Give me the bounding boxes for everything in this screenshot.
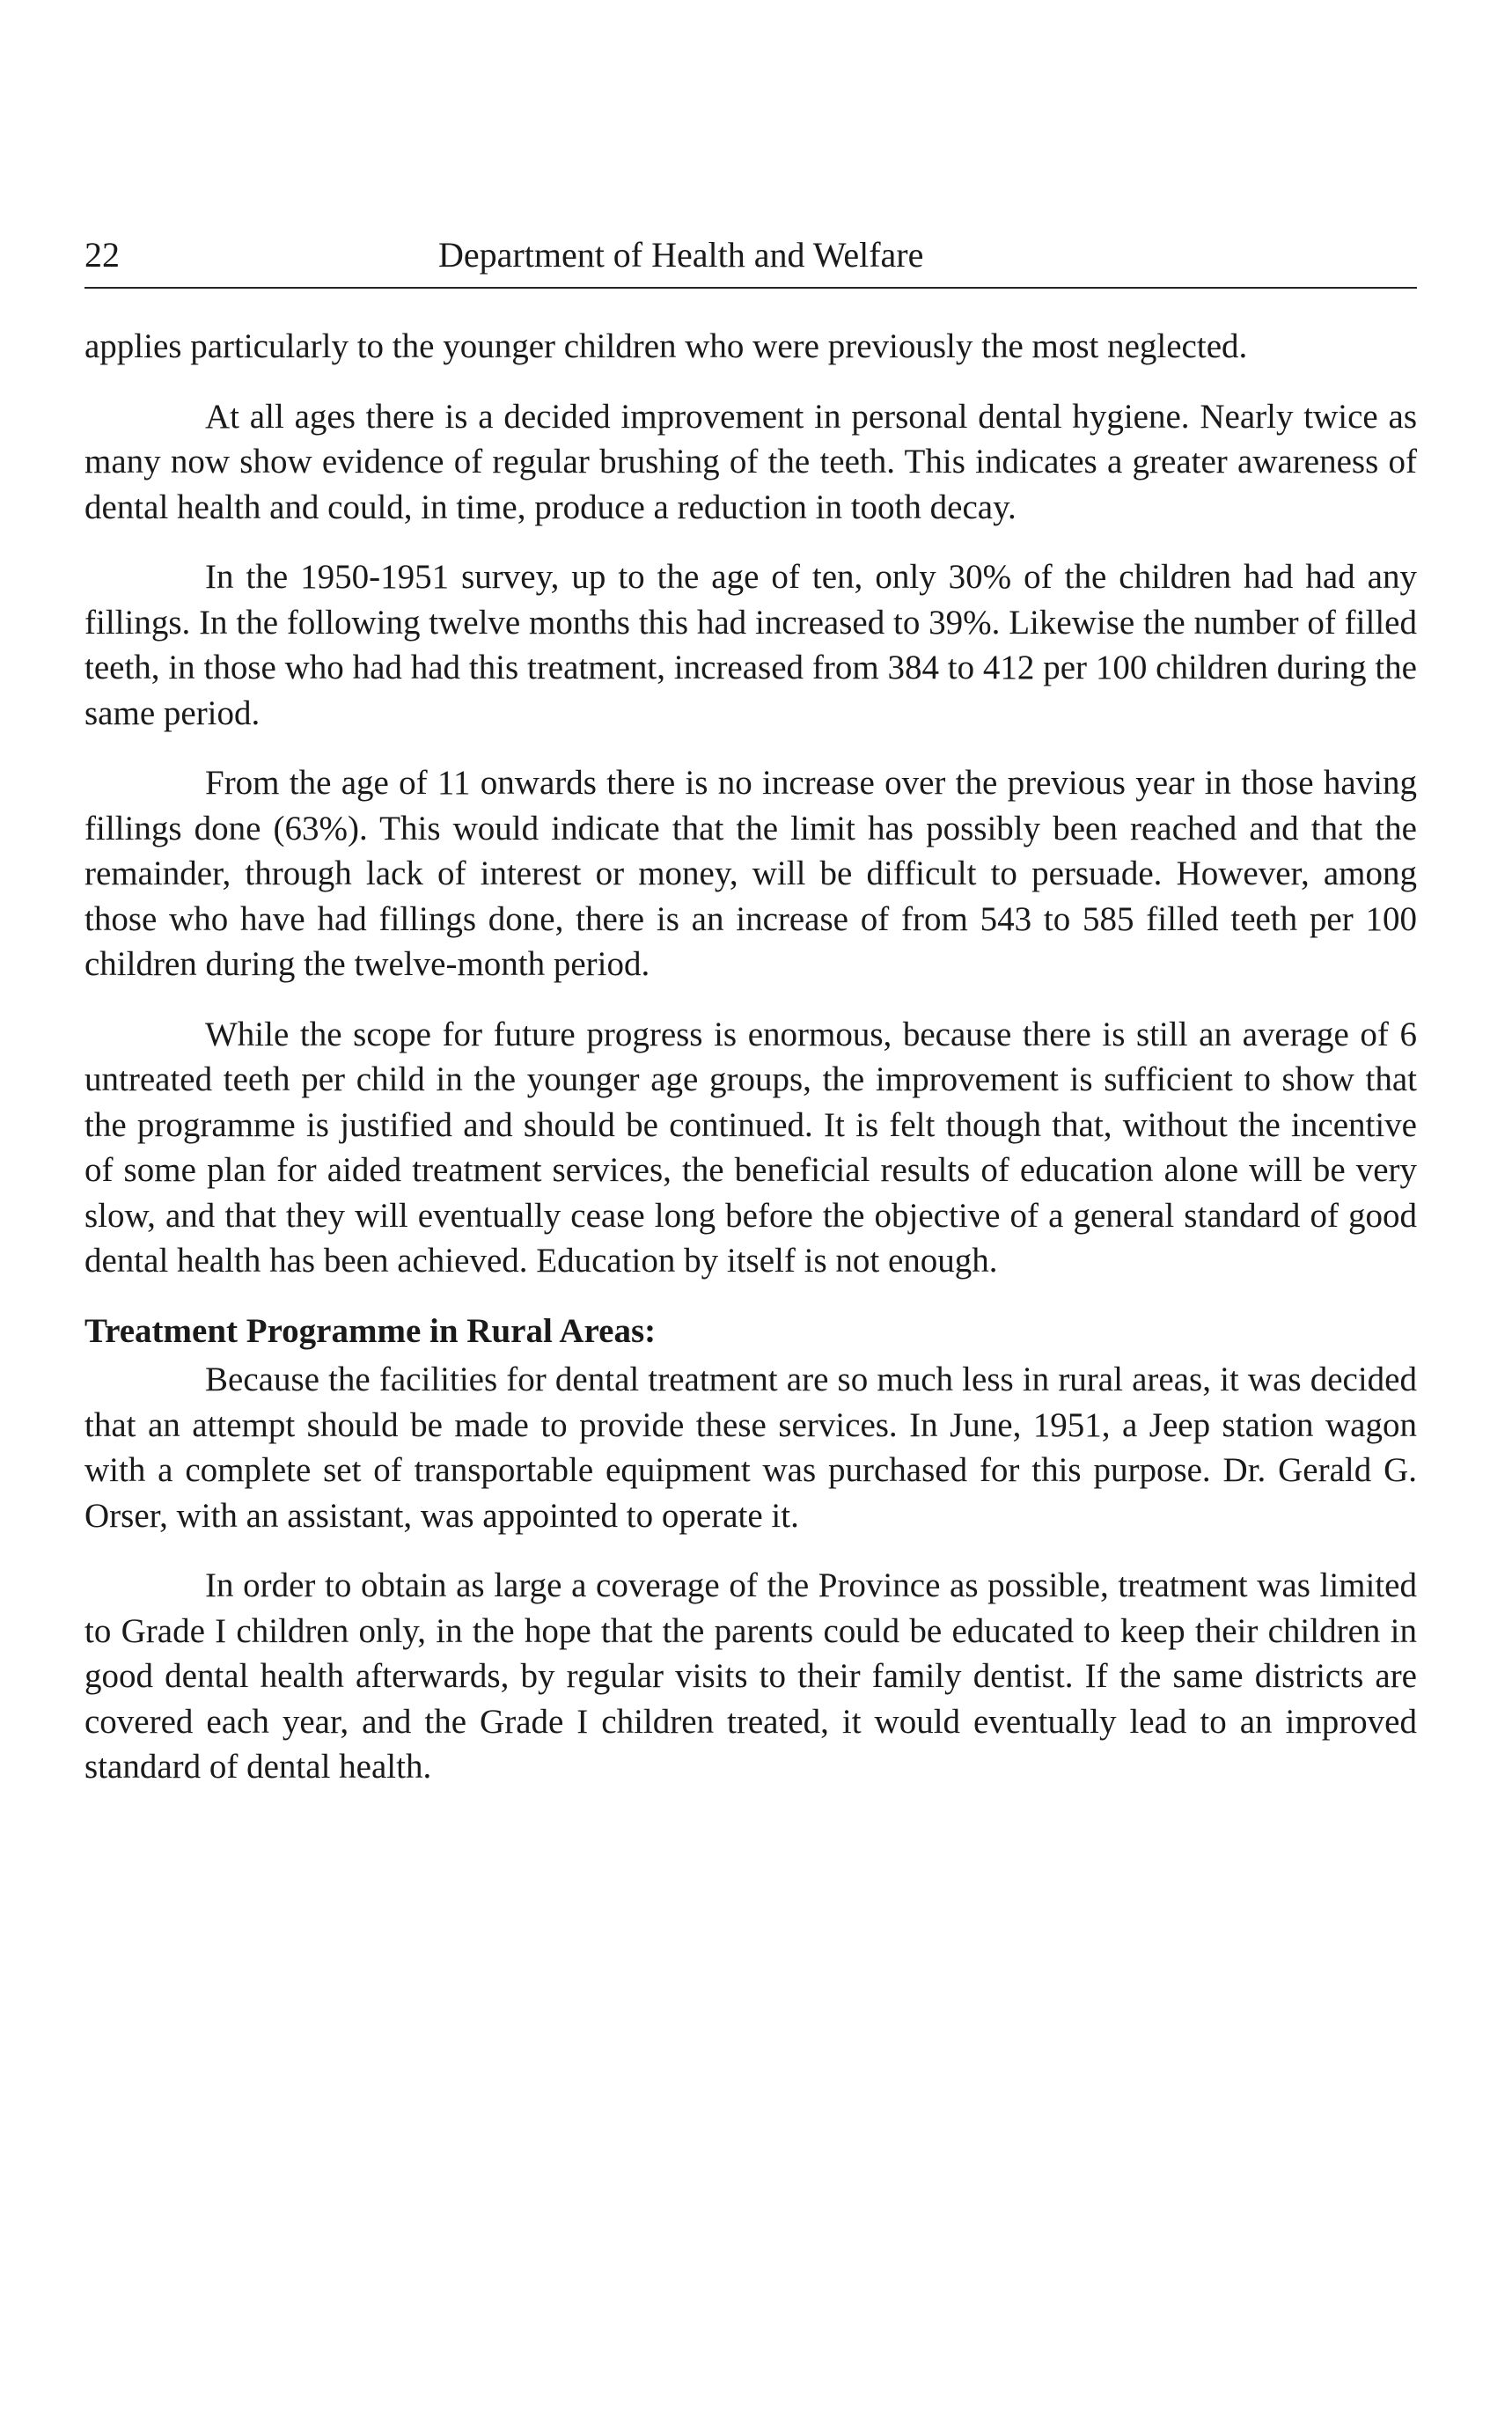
paragraph-age-eleven: From the age of 11 onwards there is no increase over the previous year in those having fillings done (63%). This would indicate that the limit has possibly been reached and that the remainder, through lack of interest or money, will be difficult to persuade. However, among those who have had fillings done, there is an increase of from 543 to 585 filled teeth per 100 children during the twelve-month period. bbox=[84, 764, 1417, 983]
paragraph-continuation: applies particularly to the younger children who were previously the most neglected. bbox=[84, 327, 1248, 365]
document-page bbox=[84, 234, 1417, 1815]
running-title: Department of Health and Welfare bbox=[438, 235, 924, 275]
paragraph-survey-fillings: In the 1950-1951 survey, up to the age of ten, only 30% of the children had had any fillings. In the following twelve months this had increased to 39%. Likewise the number of filled teeth, in those who had had this treatment, increased from 384 to 412 per 100 children during the same period. bbox=[84, 558, 1417, 732]
paragraph-coverage: In order to obtain as large a coverage of the Province as possible, treatment was limited to Grade I children only, in the hope that the parents could be educated to keep their children in good dental health afterwards, by regular visits to their family dentist. If the same districts are covered each year, and the Grade I children treated, it would eventually lead to an improved standard of dental health. bbox=[84, 1566, 1417, 1786]
section-heading: Treatment Programme in Rural Areas: bbox=[84, 1311, 657, 1350]
running-header bbox=[84, 234, 1417, 289]
page-number: 22 bbox=[84, 235, 120, 275]
paragraph-dental-hygiene: At all ages there is a decided improvement in personal dental hygiene. Nearly twice as many now show evidence of regular brushing of the teeth. This indicates a greater awareness of dental health and could, in time, produce a reduction in tooth decay. bbox=[84, 397, 1417, 526]
body-text bbox=[84, 324, 1417, 1790]
paragraph-future-progress: While the scope for future progress is enormous, because there is still an average of 6 untreated teeth per child in the younger age groups, the improvement is sufficient to show that the programme is justified and should be continued. It is felt though that, without the incentive of some plan for aided treatment services, the beneficial results of education alone will be very slow, and that they will eventually cease long before the objective of a general standard of good dental health has been achieved. Education by itself is not enough. bbox=[84, 1015, 1417, 1280]
paragraph-rural-treatment: Because the facilities for dental treatment are so much less in rural areas, it was decided that an attempt should be made to provide these services. In June, 1951, a Jeep station wagon with a complete set of transportable equipment was purchased for this purpose. Dr. Gerald G. Orser, with an assistant, was appointed to operate it. bbox=[84, 1361, 1417, 1535]
